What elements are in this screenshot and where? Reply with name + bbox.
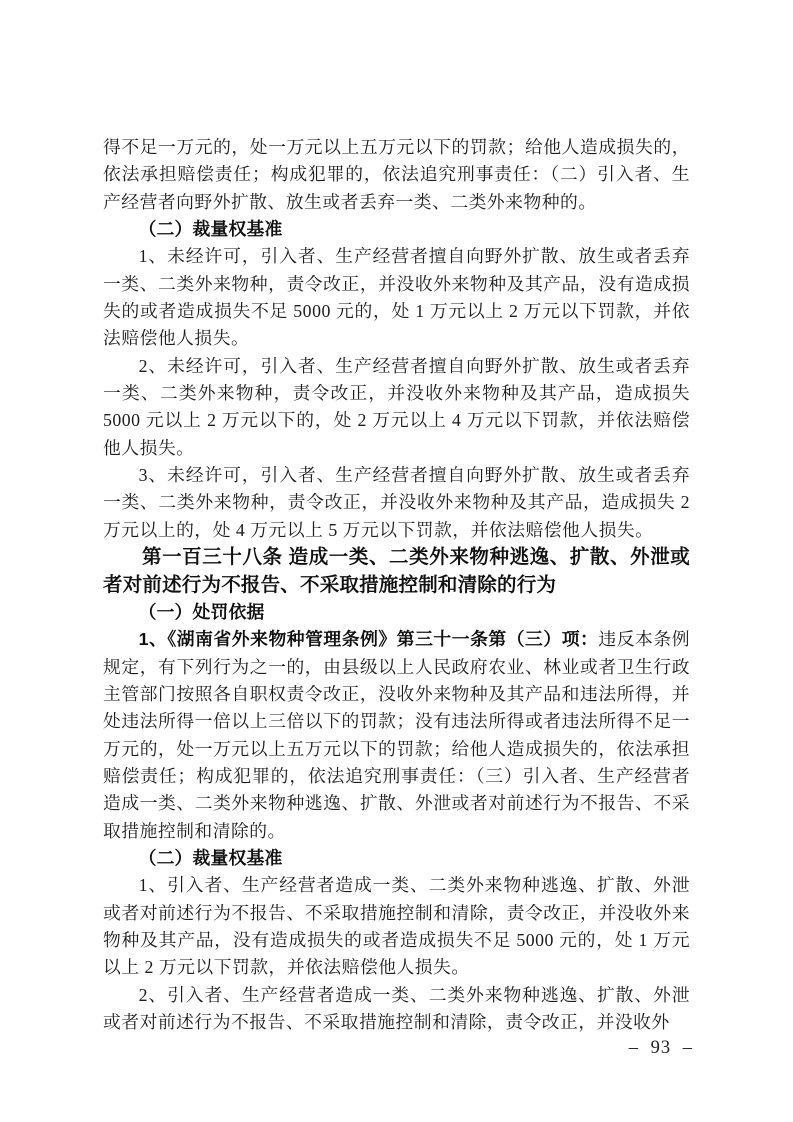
regulation-citation-body: 违反本条例规定，有下列行为之一的，由县级以上人民政府农业、林业或者卫生行政主管部门按照各自职权责令改正，没收外来物种及其产品和违法所得，并处违法所得一倍以上三倍以下的罚款；没有违法所得或者违法所得不足一万元的，处一万元以上五万元以下的罚款；给他人造成损失的，依法承担赔偿责任；构成犯罪的，依法追究刑事责任：（三）引入者、生产经营者造成一类、二类外来物种逃逸、扩散、外泄或者对前述行为不报告、不采取措施控制和清除的。: [103, 629, 690, 841]
regulation-citation-lead: 1、《湖南省外来物种管理条例》第三十一条第（三）项：: [138, 629, 599, 650]
continuation-paragraph: 得不足一万元的，处一万元以上五万元以下的罚款；给他人造成损失的，依法承担赔偿责任；构成犯罪的，依法追究刑事责任：（二）引入者、生产经营者向野外扩散、放生或者丢弃一类、二类外来物种的。: [103, 137, 690, 212]
subsection-heading-penalty-basis: （一）处罚依据: [138, 601, 265, 622]
discretion-item-1: 1、未经许可，引入者、生产经营者擅自向野外扩散、放生或者丢弃一类、二类外来物种，责令改正，并没收外来物种及其产品，没有造成损失的或者造成损失不足 5000 元的，处 1 万元以上 2 万元以下罚款，并依法赔偿他人损失。: [103, 246, 690, 349]
document-body: [103, 134, 690, 1036]
discretion-item-2: 2、未经许可，引入者、生产经营者擅自向野外扩散、放生或者丢弃一类、二类外来物种，责令改正，并没收外来物种及其产品，造成损失 5000 元以上 2 万元以下的，处 2 万元以上 4 万元以下罚款，并依法赔偿他人损失。: [103, 355, 690, 458]
article-138-heading: 第一百三十八条 造成一类、二类外来物种逃逸、扩散、外泄或者对前述行为不报告、不采取措施控制和清除的行为: [103, 546, 690, 596]
penalty-basis-paragraph: [103, 626, 690, 845]
discretion-item-138-1: 1、引入者、生产经营者造成一类、二类外来物种逃逸、扩散、外泄或者对前述行为不报告、不采取措施控制和清除，责令改正，并没收外来物种及其产品，没有造成损失的或者造成损失不足 5000 元的，处 1 万元以上 2 万元以下罚款，并依法赔偿他人损失。: [103, 875, 690, 978]
subsection-heading-discretion-basis-2: （二）裁量权基准: [138, 847, 283, 868]
discretion-item-138-2-truncated: 2、引入者、生产经营者造成一类、二类外来物种逃逸、扩散、外泄或者对前述行为不报告、不采取措施控制和清除，责令改正，并没收外: [103, 984, 690, 1032]
discretion-item-3: 3、未经许可，引入者、生产经营者擅自向野外扩散、放生或者丢弃一类、二类外来物种，责令改正，并没收外来物种及其产品，造成损失 2 万元以上的，处 4 万元以上 5 万元以下罚款，并依法赔偿他人损失。: [103, 465, 690, 540]
page-number: – 93 –: [628, 1038, 693, 1058]
subsection-heading-discretion-basis-1: （二）裁量权基准: [138, 219, 283, 240]
